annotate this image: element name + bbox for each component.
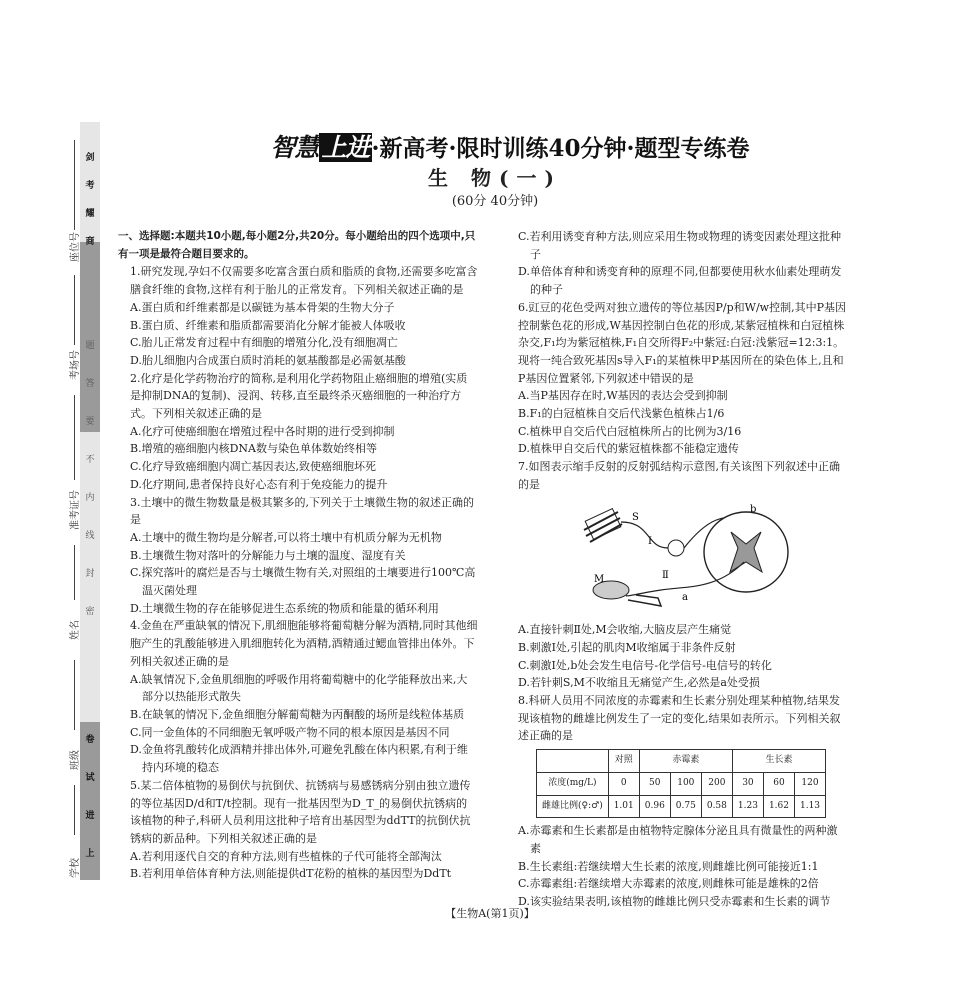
table-cell: 浓度(mg/L)	[537, 772, 609, 795]
q8-option-d: D.该实验结果表明,该植物的雌雄比例只受赤霉素和生长素的调节	[518, 895, 831, 909]
q8-option-a: A.赤霉素和生长素都是由植物特定腺体分泌且具有微量性的两种激素	[518, 824, 838, 855]
table-header-cell: 生长素	[732, 750, 825, 773]
q8-stem: 8.科研人员用不同浓度的赤霉素和生长素分别处理某种植物,结果发现该植物的雌雄比例发生了一定的变化,结果如表所示。下列相关叙述正确的是	[518, 694, 841, 743]
brand-logo: 智慧 上进	[270, 133, 370, 162]
seat-number-line[interactable]	[74, 140, 75, 230]
strip-char: 线	[85, 531, 95, 541]
right-column	[506, 228, 846, 911]
class-line[interactable]	[74, 660, 75, 730]
strip-char: 不	[85, 455, 95, 465]
table-header-row	[537, 750, 826, 773]
q7-option-c: C.刺激Ⅰ处,b处会发生电信号-化学信号-电信号的转化	[518, 658, 772, 672]
sensory-nerve	[621, 522, 668, 548]
table-header-cell	[537, 750, 609, 773]
table-cell: 200	[701, 772, 732, 795]
table-cell: 60	[763, 772, 794, 795]
strip-char: 考	[85, 181, 95, 191]
strip-char: 试	[85, 773, 95, 783]
strip-char: 剑	[85, 153, 95, 163]
paper-title: ·新高考·限时训练40分钟·题型专练卷	[371, 135, 750, 162]
q2-option-d: D.化疗期间,患者保持良好心态有利于免疫能力的提升	[130, 477, 388, 491]
q4-option-a: A.缺氧情况下,金鱼肌细胞的呼吸作用将葡萄糖中的化学能释放出来,大部分以热能形式散失	[130, 672, 468, 704]
table-cell: 1.62	[763, 795, 794, 818]
table-cell: 0.96	[639, 795, 670, 818]
q4-stem: 4.金鱼在严重缺氧的情况下,肌细胞能够将葡萄糖分解为酒精,同时其他细胞产生的乳酸能够进入肌细胞转化为酒精,酒精通过鳃血管排出体外。下列相关叙述正确的是	[130, 619, 478, 668]
q8-option-c: C.赤霉素组:若继续增大赤霉素的浓度,则雌株可能是雄株的2倍	[518, 877, 819, 891]
q3-option-a: A.土壤中的微生物均是分解者,可以将土壤中有机质分解为无机物	[130, 530, 442, 544]
strip-char: 内	[85, 493, 95, 503]
paper-header	[180, 128, 840, 164]
q7-option-d: D.若针刺S,M不收缩且无痛觉产生,必然是a处受损	[518, 676, 760, 690]
page-footer: 【生物A(第1页)】	[445, 907, 535, 920]
q5-option-c: C.若利用诱变育种方法,则应采用生物或物理的诱变因素处理这批种子	[518, 230, 842, 261]
q8-option-b: B.生长素组:若继续增大生长素的浓度,则雌雄比例可能接近1:1	[518, 859, 819, 873]
strip-char: 题	[85, 341, 95, 351]
q5-stem: 5.某二倍体植物的易倒伏与抗倒伏、抗锈病与易感锈病分别由独立遗传的等位基因D/d和T/t控制。现有一批基因型为D_T_的易倒伏抗锈病的该植物的种子,科研人员利用这批种子培育出基因型为ddTT的抗倒伏抗锈病的新品种。下列相关叙述正确的是	[130, 778, 471, 845]
table-row	[537, 795, 826, 818]
section-heading: 一、选择题:本题共10小题,每小题2分,共20分。每小题给出的四个选项中,只有一项是最符合题目要求的。	[118, 230, 476, 260]
q7-stem: 7.如图表示缩手反射的反射弧结构示意图,有关该图下列叙述中正确的是	[518, 460, 840, 491]
q2-option-b: B.增殖的癌细胞内核DNA数与染色单体数始终相等	[130, 442, 377, 456]
q6-option-b: B.F₁的白冠植株自交后代浅紫色植株占1/6	[518, 407, 725, 421]
strip-char: 卷	[85, 735, 95, 745]
name-line[interactable]	[74, 545, 75, 600]
table-cell: 100	[670, 772, 701, 795]
table-cell: 0.75	[670, 795, 701, 818]
table-header-cell: 对照	[608, 750, 639, 773]
admission-number-label: 准考证号	[70, 490, 81, 530]
paper-subtitle: 生 物(一)	[428, 166, 562, 190]
label-m: M	[594, 573, 605, 585]
strip-gray-top	[80, 242, 100, 432]
admission-number-line[interactable]	[74, 395, 75, 480]
table-row	[537, 772, 826, 795]
q2-option-a: A.化疗可使癌细胞在增殖过程中各时期的进行受到抑制	[130, 424, 395, 438]
school-line[interactable]	[74, 785, 75, 835]
q1-option-b: B.蛋白质、纤维素和脂质都需要消化分解才能被人体吸收	[130, 318, 406, 332]
table-cell: 120	[794, 772, 825, 795]
q5-option-b: B.若利用单倍体育种方法,则能提供dT花粉的植株的基因型为DdTt	[130, 867, 452, 881]
q7-option-a: A.直接针刺Ⅱ处,M会收缩,大脑皮层产生痛觉	[518, 623, 732, 637]
exam-room-label: 考场号	[70, 350, 81, 380]
strip-char: 密	[85, 607, 95, 617]
table-cell: 30	[732, 772, 763, 795]
q3-option-b: B.土壤微生物对落叶的分解能力与土壤的温度、湿度有关	[130, 548, 406, 562]
q3-option-d: D.土壤微生物的存在能够促进生态系统的物质和能量的循环利用	[130, 601, 439, 615]
table-cell: 1.13	[794, 795, 825, 818]
q6-stem: 6.豇豆的花色受两对独立遗传的等位基因P/p和W/w控制,其中P基因控制紫色花的形成,W基因控制白色花的形成,某紫冠植株和白冠植株杂交,F₁均为紫冠植株,F₁自交所得F₂中紫冠:白冠:浅紫冠=12:3:1。现将一纯合致死基因s导入F₁的某植株甲P基因所在的染色体上,且和P基因位置紧邻,下列叙述中错误的是	[518, 300, 846, 385]
hormone-table	[536, 749, 826, 818]
q1-option-a: A.蛋白质和纤维素都是以碳链为基本骨架的生物大分子	[130, 300, 395, 314]
strip-char: 耀	[85, 209, 95, 219]
q4-option-c: C.同一金鱼体的不同细胞无氧呼吸产物不同的根本原因是基因不同	[130, 725, 450, 739]
ganglion	[668, 540, 684, 556]
time-info: (60分 40分钟)	[451, 194, 539, 209]
q6-option-c: C.植株甲自交后代白冠植株所占的比例为3/16	[518, 424, 742, 438]
label-ii: Ⅱ	[662, 569, 669, 581]
table-header-cell: 赤霉素	[639, 750, 732, 773]
seat-number-label: 座位号	[70, 232, 81, 262]
label-b: b	[750, 503, 757, 515]
strip-char: 答	[85, 379, 95, 389]
q6-option-d: D.植株甲自交后代的紫冠植株都不能稳定遗传	[518, 442, 739, 456]
table-cell: 50	[639, 772, 670, 795]
exam-room-line[interactable]	[74, 275, 75, 345]
skin-receptor-illustration	[584, 508, 622, 541]
q4-option-d: D.金鱼将乳酸转化成酒精并排出体外,可避免乳酸在体内积累,有利于维持内环境的稳态	[130, 743, 468, 775]
strip-char: 要	[85, 417, 95, 427]
reflex-arc-diagram	[566, 500, 796, 612]
table-cell: 0	[608, 772, 639, 795]
q5-option-a: A.若利用逐代自交的育种方法,则有些植株的子代可能将全部淘汰	[130, 849, 442, 863]
strip-char: 封	[85, 569, 95, 579]
class-label: 班级	[70, 750, 81, 770]
table-cell: 1.23	[732, 795, 763, 818]
label-i: Ⅰ	[648, 535, 652, 547]
school-label: 学校	[70, 858, 81, 878]
label-a: a	[682, 591, 688, 603]
strip-char: 进	[85, 811, 95, 821]
q2-stem: 2.化疗是化学药物治疗的简称,是利用化学药物阻止癌细胞的增殖(实质是抑制DNA的复制)、浸润、转移,直至最终杀灭癌细胞的一种治疗方式。下列相关叙述正确的是	[130, 371, 468, 421]
strip-char: 上	[85, 849, 95, 859]
label-s: S	[632, 511, 639, 523]
q5-option-d: D.单倍体育种和诱变育种的原理不同,但都要使用秋水仙素处理萌发的种子	[518, 265, 842, 297]
q1-option-d: D.胎儿细胞内合成蛋白质时消耗的氨基酸都是必需氨基酸	[130, 353, 406, 367]
table-cell: 1.01	[608, 795, 639, 818]
q1-stem: 1.研究发现,孕妇不仅需要多吃富含蛋白质和脂质的食物,还需要多吃富含膳食纤维的食物,这样有利于胎儿的正常发育。下列相关叙述正确的是	[130, 265, 478, 297]
q4-option-b: B.在缺氧的情况下,金鱼细胞分解葡萄糖为丙酮酸的场所是线粒体基质	[130, 707, 465, 721]
strip-char: 商	[85, 237, 95, 247]
left-column	[118, 228, 478, 883]
table-cell: 雌雄比例(♀:♂)	[537, 795, 609, 818]
name-label: 姓名	[70, 620, 81, 640]
q2-option-c: C.化疗导致癌细胞内凋亡基因表达,致使癌细胞坏死	[130, 460, 377, 474]
q3-stem: 3.土壤中的微生物数量是极其繁多的,下列关于土壤微生物的叙述正确的是	[130, 495, 474, 527]
q1-option-c: C.胎儿正常发育过程中有细胞的增殖分化,没有细胞凋亡	[130, 336, 399, 350]
q6-option-a: A.当P基因存在时,W基因的表达会受到抑制	[518, 389, 728, 403]
table-cell: 0.58	[701, 795, 732, 818]
q7-option-b: B.刺激Ⅰ处,引起的肌肉M收缩属于非条件反射	[518, 640, 736, 654]
q3-option-c: C.探究落叶的腐烂是否与土壤微生物有关,对照组的土壤要进行100℃高温灭菌处理	[130, 566, 476, 598]
